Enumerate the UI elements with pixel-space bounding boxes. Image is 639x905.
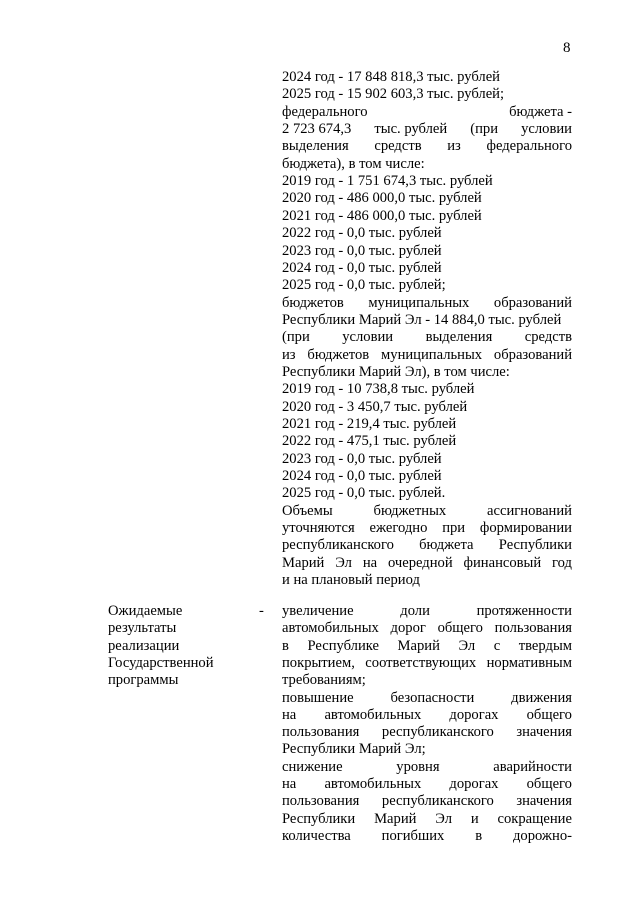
text-segment: общего — [526, 706, 572, 723]
funding-line — [282, 69, 500, 86]
text-segment: 2019 год - 1 751 674,3 тыс. рублей — [282, 173, 493, 190]
text-segment: из — [447, 138, 461, 155]
text-segment: значения — [516, 793, 572, 810]
text-segment: Республике — [307, 637, 379, 654]
funding-line — [282, 433, 456, 450]
text-segment: 2 723 674,3 — [282, 121, 352, 138]
funding-line — [282, 312, 561, 329]
text-segment: Эл — [335, 554, 352, 571]
results-line — [282, 811, 572, 828]
results-line — [282, 724, 572, 741]
text-segment: доли — [400, 603, 430, 619]
text-segment: очередной — [387, 554, 453, 571]
text-segment: в — [282, 637, 289, 654]
funding-line — [282, 381, 474, 398]
text-segment: 2022 год - 475,1 тыс. рублей — [282, 433, 457, 450]
text-segment: Эл — [458, 637, 476, 654]
text-segment: требованиям; — [282, 672, 366, 689]
results-line — [282, 828, 572, 845]
text-segment: Республики — [282, 810, 356, 827]
text-segment: 2022 год - 0,0 тыс. рублей — [282, 225, 442, 242]
text-segment: и — [470, 810, 479, 827]
text-segment: увеличение — [282, 603, 354, 619]
results-line — [282, 759, 572, 776]
text-segment: 2025 год - 15 902 603,3 тыс. рублей; — [282, 86, 505, 103]
funding-line — [282, 416, 456, 433]
text-segment: 2021 год - 219,4 тыс. рублей — [282, 416, 457, 432]
text-segment: автомобильных — [324, 706, 422, 723]
funding-line — [282, 364, 510, 381]
text-segment: бюджетов — [282, 294, 344, 311]
text-segment: в — [475, 827, 483, 844]
text-segment: Марий — [282, 554, 325, 571]
results-line — [282, 672, 366, 689]
text-segment: муниципальных — [381, 346, 483, 363]
text-segment: уточняются — [282, 520, 355, 537]
results-line — [282, 741, 426, 758]
results-line — [282, 638, 572, 655]
funding-line — [282, 329, 572, 346]
text-segment: дорогах — [449, 706, 499, 723]
text-segment: условии — [521, 121, 572, 138]
funding-line — [282, 208, 482, 225]
text-segment: 2019 год - 10 738,8 тыс. рублей — [282, 381, 475, 398]
text-segment: формировании — [479, 520, 572, 537]
text-segment: общего — [437, 620, 483, 637]
funding-line — [282, 173, 493, 190]
text-segment: 2024 год - 17 848 818,3 тыс. рублей — [282, 69, 500, 85]
text-segment: автомобильных — [324, 776, 422, 792]
funding-line — [282, 121, 572, 138]
text-segment: на — [282, 706, 297, 723]
text-segment: бюджета - — [509, 103, 572, 120]
funding-line — [282, 190, 482, 207]
results-label-line: реализации — [108, 637, 180, 654]
text-segment: повышение — [282, 689, 354, 706]
text-segment: Республики Марий Эл - 14 884,0 тыс. рублей — [282, 311, 562, 328]
text-segment: дорогах — [449, 776, 499, 792]
text-segment: республиканского — [282, 537, 394, 554]
text-segment: 2020 год - 3 450,7 тыс. рублей — [282, 398, 468, 415]
text-segment: средств — [524, 329, 572, 346]
text-segment: 2025 год - 0,0 тыс. рублей; — [282, 277, 446, 294]
text-segment: уровня — [396, 758, 440, 775]
text-segment: федерального — [486, 138, 572, 155]
results-line — [282, 776, 572, 793]
text-segment: из — [282, 346, 296, 363]
text-segment: выделения — [425, 329, 493, 346]
funding-line — [282, 399, 467, 416]
text-segment: общего — [526, 776, 572, 792]
text-segment: значения — [516, 724, 572, 741]
text-segment: дорожно- — [512, 827, 572, 844]
funding-line — [282, 277, 446, 294]
page-number: 8 — [563, 40, 571, 56]
funding-line — [282, 138, 572, 155]
funding-line — [282, 86, 504, 103]
text-segment: муниципальных — [368, 294, 470, 311]
text-segment: (при — [282, 329, 310, 346]
text-segment: 2023 год - 0,0 тыс. рублей — [282, 242, 442, 259]
text-segment: Марий — [397, 637, 440, 654]
results-label-line: Государственной — [108, 654, 214, 671]
text-segment: пользования — [282, 724, 360, 741]
text-segment: 2021 год - 486 000,0 тыс. рублей — [282, 207, 482, 224]
text-segment: движения — [511, 689, 572, 706]
text-segment: на — [362, 554, 378, 571]
funding-line — [282, 537, 572, 554]
text-segment: ассигнований — [487, 502, 572, 519]
text-segment: республиканского — [381, 724, 494, 741]
text-segment: при — [442, 520, 466, 537]
text-segment: нормативным — [486, 654, 572, 671]
text-segment: выделения — [282, 138, 349, 155]
funding-line — [282, 260, 442, 277]
text-segment: 2024 год - 0,0 тыс. рублей — [282, 259, 442, 276]
text-segment: ежегодно — [369, 520, 428, 537]
text-segment: Объемы — [282, 502, 333, 519]
funding-line — [282, 451, 442, 468]
results-line — [282, 603, 572, 620]
text-segment: Республики — [498, 537, 572, 554]
text-segment: с — [493, 637, 501, 654]
text-segment: безопасности — [390, 689, 475, 706]
text-segment: Республики Марий Эл; — [282, 741, 426, 758]
text-segment: бюджетных — [373, 502, 447, 519]
funding-line — [282, 225, 442, 242]
text-segment: бюджета), в том числе: — [282, 155, 425, 172]
results-line — [282, 707, 572, 724]
funding-line — [282, 295, 572, 312]
text-segment: снижение — [282, 758, 343, 775]
text-segment: Эл — [435, 810, 453, 827]
text-segment: на — [282, 776, 297, 792]
text-segment: тыс. рублей — [374, 121, 448, 138]
text-segment: бюджета — [419, 537, 474, 554]
funding-line — [282, 555, 572, 572]
results-line — [282, 655, 572, 672]
results-label-line: результаты — [108, 620, 177, 637]
funding-line — [282, 485, 445, 502]
funding-line — [282, 520, 572, 537]
text-segment: финансовый — [463, 554, 542, 571]
funding-line — [282, 468, 442, 485]
results-line — [282, 620, 572, 637]
text-segment: количества — [282, 827, 351, 844]
text-segment: 2020 год - 486 000,0 тыс. рублей — [282, 190, 482, 207]
results-label-line: Ожидаемые — [108, 603, 183, 619]
text-segment: и на плановый период — [282, 572, 420, 589]
text-segment: средств — [374, 138, 422, 155]
funding-line — [282, 503, 572, 520]
results-dash: - — [259, 603, 264, 619]
text-segment: условии — [342, 329, 394, 346]
text-segment: бюджетов — [307, 346, 370, 363]
text-segment: 2024 год - 0,0 тыс. рублей — [282, 468, 442, 485]
text-segment: федерального — [282, 103, 368, 120]
results-label-line: программы — [108, 672, 179, 689]
text-segment: протяженности — [476, 603, 572, 619]
text-segment: дорог — [390, 620, 426, 637]
funding-line — [282, 156, 425, 173]
text-segment: республиканского — [381, 793, 494, 810]
text-segment: образований — [493, 346, 572, 363]
funding-line — [282, 243, 442, 260]
text-segment: Марий — [374, 810, 417, 827]
funding-line — [282, 104, 572, 121]
text-segment: соответствующих — [365, 654, 477, 671]
funding-line — [282, 572, 420, 589]
text-segment: пользования — [282, 793, 360, 810]
results-line — [282, 793, 572, 810]
text-segment: (при — [470, 121, 499, 138]
results-line — [282, 690, 572, 707]
text-segment: образований — [493, 294, 572, 311]
text-segment: автомобильных — [282, 620, 379, 637]
text-segment: 2023 год - 0,0 тыс. рублей — [282, 450, 442, 467]
text-segment: покрытием, — [282, 654, 355, 671]
text-segment: Республики Марий Эл), в том числе: — [282, 363, 510, 380]
text-segment: твердым — [518, 637, 572, 654]
text-segment: год — [552, 554, 572, 571]
text-segment: аварийности — [493, 758, 572, 775]
text-segment: пользования — [494, 620, 572, 637]
text-segment: погибших — [381, 827, 445, 844]
funding-line — [282, 347, 572, 364]
text-segment: сокращение — [497, 810, 572, 827]
text-segment: 2025 год - 0,0 тыс. рублей. — [282, 485, 446, 502]
